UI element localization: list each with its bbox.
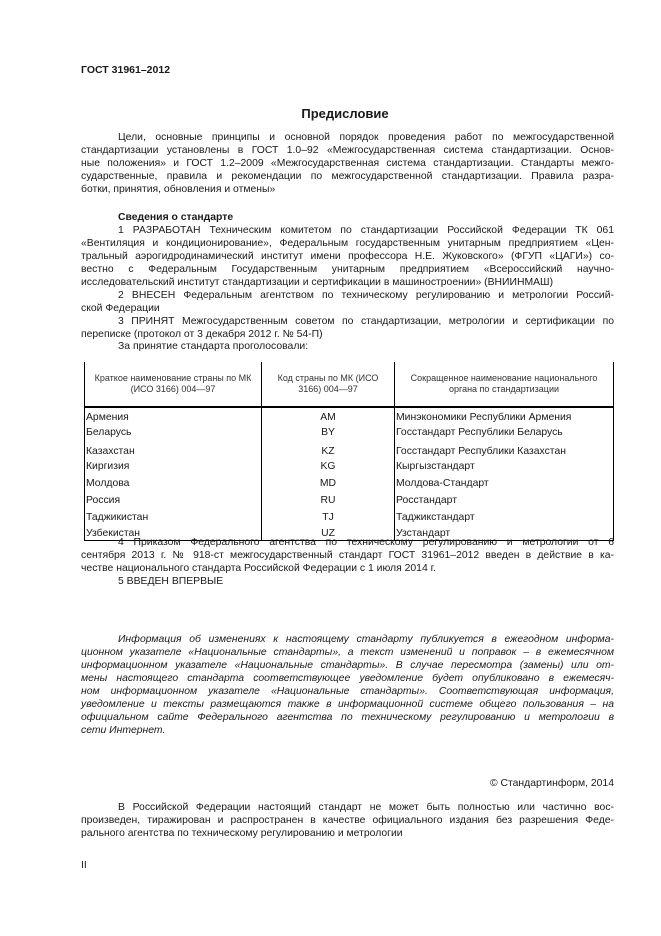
cell-code: TJ	[262, 507, 395, 524]
table-row	[85, 407, 614, 424]
document-header: ГОСТ 31961–2012	[81, 64, 171, 76]
col-header-country: Краткое наименование страны по МК (ИСО 3166) 004—97	[85, 362, 262, 407]
table-row	[85, 424, 614, 439]
table-row	[85, 490, 614, 507]
cell-body: Узстандарт	[395, 524, 614, 541]
col-header-code: Код страны по МК (ИСО 3166) 004—97	[262, 362, 395, 407]
copyright: © Стандартинформ, 2014	[489, 778, 614, 789]
text-line: В Российской Федерации настоящий стандарт не может быть полностью или частично вос-	[118, 802, 614, 813]
cell-body: Росстандарт	[395, 490, 614, 507]
cell-country: Узбекистан	[85, 524, 262, 541]
cell-code: MD	[262, 473, 395, 490]
cell-body: Кыргызстандарт	[395, 458, 614, 473]
page-title: Предисловие	[301, 106, 389, 121]
cell-body: Минэкономики Республики Армения	[395, 407, 614, 424]
cell-body: Госстандарт Республики Беларусь	[395, 424, 614, 439]
cell-code: RU	[262, 490, 395, 507]
voting-table	[84, 362, 614, 541]
text-line: исследовательский институт стандартизации и сертификации в машиностроении» (ВНИИНМАШ)	[81, 277, 554, 288]
text-line: 5 ВВЕДЕН ВПЕРВЫЕ	[118, 576, 224, 587]
cell-country: Беларусь	[85, 424, 262, 439]
cell-code: BY	[262, 424, 395, 439]
text-line: рального агентства по техническому регулированию и метрологии	[81, 828, 403, 839]
text-line: ботки, принятия, обновления и отмены»	[81, 184, 276, 195]
table-row	[85, 439, 614, 458]
text-line: сударственные, правила и рекомендации по межгосударственной стандартизации. Правила разра-	[81, 171, 614, 182]
cell-country: Казахстан	[85, 439, 262, 458]
text-line: ном информационном указателе «Национальные стандарты». Соответствующая информация,	[81, 686, 614, 697]
text-line: мены настоящего стандарта соответствующее уведомление будет опубликовано в ежемесяч-	[81, 673, 614, 684]
text-line: тральный аэрогидродинамический институт имени профессора Н.Е. Жуковского» (ФГУП «ЦАГИ») со-	[81, 251, 614, 262]
text-line: произведен, тиражирован и распространен в качестве официального издания без разрешения Феде-	[81, 815, 614, 826]
text-line: уведомление и тексты размещаются также в информационной системе общего пользования – на	[81, 699, 614, 710]
cell-country: Таджикистан	[85, 507, 262, 524]
text-line: ской Федерации	[81, 303, 160, 314]
cell-body: Таджикстандарт	[395, 507, 614, 524]
cell-code: AM	[262, 407, 395, 424]
text-line: 3 ПРИНЯТ Межгосударственным советом по стандартизации, метрологии и сертификации по	[118, 316, 614, 327]
cell-body: Молдова-Стандарт	[395, 473, 614, 490]
text-line: Цели, основные принципы и основной порядок проведения работ по межгосударственной	[118, 132, 614, 143]
text-line: информационном указателе «Национальные стандарты». В случае пересмотра (замены) или от-	[81, 660, 614, 671]
cell-country: Армения	[85, 407, 262, 424]
text-line: переписке (протокол от 3 декабря 2012 г. № 54-П)	[81, 329, 323, 340]
text-line: ционном указателе «Национальные стандарты», а текст изменений и поправок – в ежемесячном	[81, 647, 614, 658]
text-line: 2 ВНЕСЕН Федеральным агентством по техническому регулированию и метрологии Россий-	[118, 290, 614, 301]
page-number: II	[81, 860, 87, 871]
cell-code: KZ	[262, 439, 395, 458]
cell-country: Киргизия	[85, 458, 262, 473]
text-line: ные положения» и ГОСТ 1.2–2009 «Межгосударственная система стандартизации. Стандарты межго-	[81, 158, 614, 169]
table-row	[85, 473, 614, 490]
text-line: сентября 2013 г. № 918-ст межгосударственный стандарт ГОСТ 31961–2012 введен в действие в ка-	[81, 550, 614, 561]
text-line: сети Интернет.	[81, 725, 166, 736]
text-line: стандартизации установлены в ГОСТ 1.0–92 «Межгосударственная система стандартизации. Основ-	[81, 145, 614, 156]
text-line: 1 РАЗРАБОТАН Техническим комитетом по стандартизации Российской Федерации ТК 061	[118, 225, 614, 236]
text-line: официальном сайте Федерального агентства по техническому регулированию и метрологии в	[81, 712, 614, 723]
cell-country: Молдова	[85, 473, 262, 490]
cell-code: UZ	[262, 524, 395, 541]
text-line: честве национального стандарта Российской Федерации с 1 июля 2014 г.	[81, 563, 437, 574]
cell-code: KG	[262, 458, 395, 473]
text-line: 4 Приказом Федерального агентства по техническому регулированию и метрологии от 6	[118, 537, 614, 548]
text-line: вестно с Федеральным Государственным унитарным предприятием «Всероссийский научно-	[81, 264, 614, 275]
col-header-body: Сокращенное наименование национального органа по стандартизации	[395, 362, 614, 407]
cell-body: Госстандарт Республики Казахстан	[395, 439, 614, 458]
text-line: За принятие стандарта проголосовали:	[118, 341, 309, 352]
text-line: «Вентиляция и кондиционирование», Федеральным государственным унитарным предприятием «Цен-	[81, 238, 614, 249]
cell-country: Россия	[85, 490, 262, 507]
table-row	[85, 458, 614, 473]
text-line: Информация об изменениях к настоящему стандарту публикуется в ежегодном информа-	[118, 634, 614, 645]
table-row	[85, 507, 614, 524]
info-heading: Сведения о стандарте	[118, 212, 234, 223]
